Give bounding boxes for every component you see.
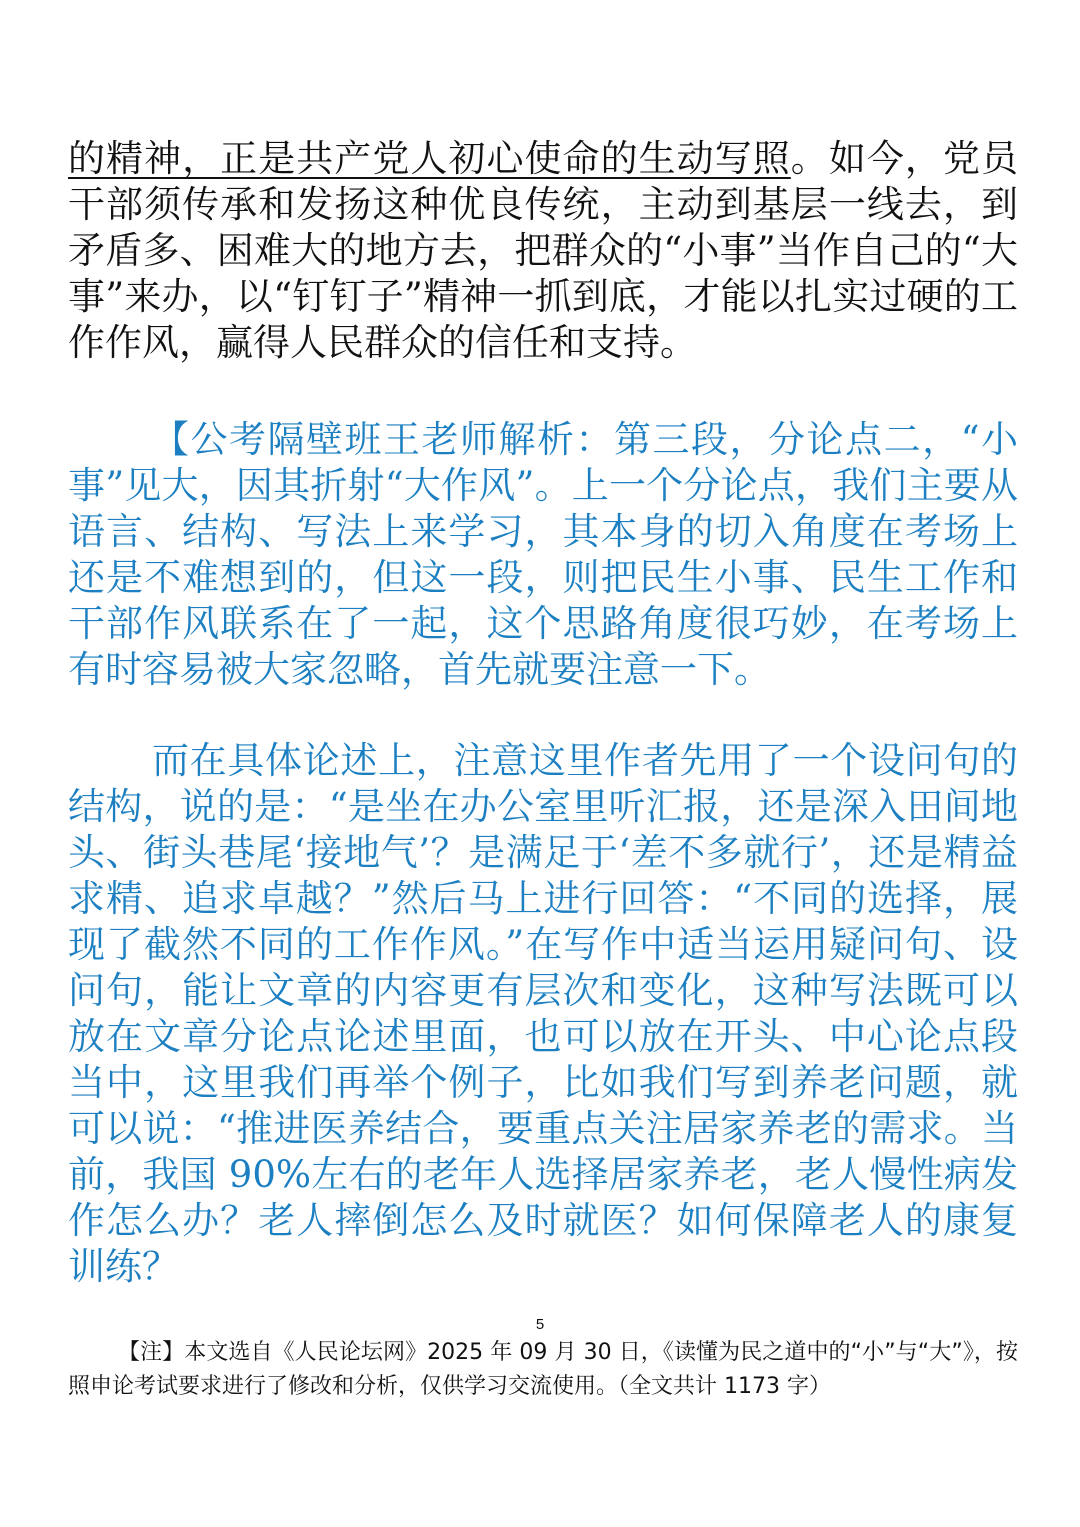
analysis-paragraph-2: 而在具体论述上，注意这里作者先用了一个设问句的结构，说的是：“是坐在办公室里听汇报，还是深入田间地头、街头巷尾‘接地气’？是满足于‘差不多就行’，还是精益求精、追求卓越？”然后马上进行回答：“不同的选择，展现了截然不同的工作作风。”在写作中适当运用疑问句、设问句，能让文章的内容更有层次和变化，这种写法既可以放在文章分论点论述里面，也可以放在开头、中心论点段当中，这里我们再举个例子，比如我们写到养老问题，就可以说：“推进医养结合，要重点关注居家养老的需求。当前，我国 90%左右的老年人选择居家养老，老人慢性病发作怎么办？老人摔倒怎么及时就医？如何保障老人的康复训练？: [68, 739, 1018, 1288]
page-number: 5: [535, 1316, 545, 1333]
underlined-sentence: 的精神，正是共产党人初心使命的生动写照: [68, 137, 791, 180]
footnote: 【注】本文选自《人民论坛网》2025 年 09 月 30 日，《读懂为民之道中的“小”与“大”》，按照申论考试要求进行了修改和分析，仅供学习交流使用。（全文共计 1173 字）: [68, 1340, 1018, 1399]
analysis-paragraph-1: 【公考隔壁班王老师解析：第三段，分论点二，“小事”见大，因其折射“大作风”。上一个分论点，我们主要从语言、结构、写法上来学习，其本身的切入角度在考场上还是不难想到的，但这一段，则把民生小事、民生工作和干部作风联系在了一起，这个思路角度很巧妙，在考场上有时容易被大家忽略，首先就要注意一下。: [68, 418, 1018, 691]
paragraph-continuation: 。如今，党员干部须传承和发扬这种优良传统，主动到基层一线去，到矛盾多、困难大的地方去，把群众的“小事”当作自己的“大事”来办，以“钉钉子”精神一抓到底，才能以扎实过硬的工作作风，赢得人民群众的信任和支持。: [68, 137, 1019, 364]
article-paragraph: [68, 136, 1018, 366]
